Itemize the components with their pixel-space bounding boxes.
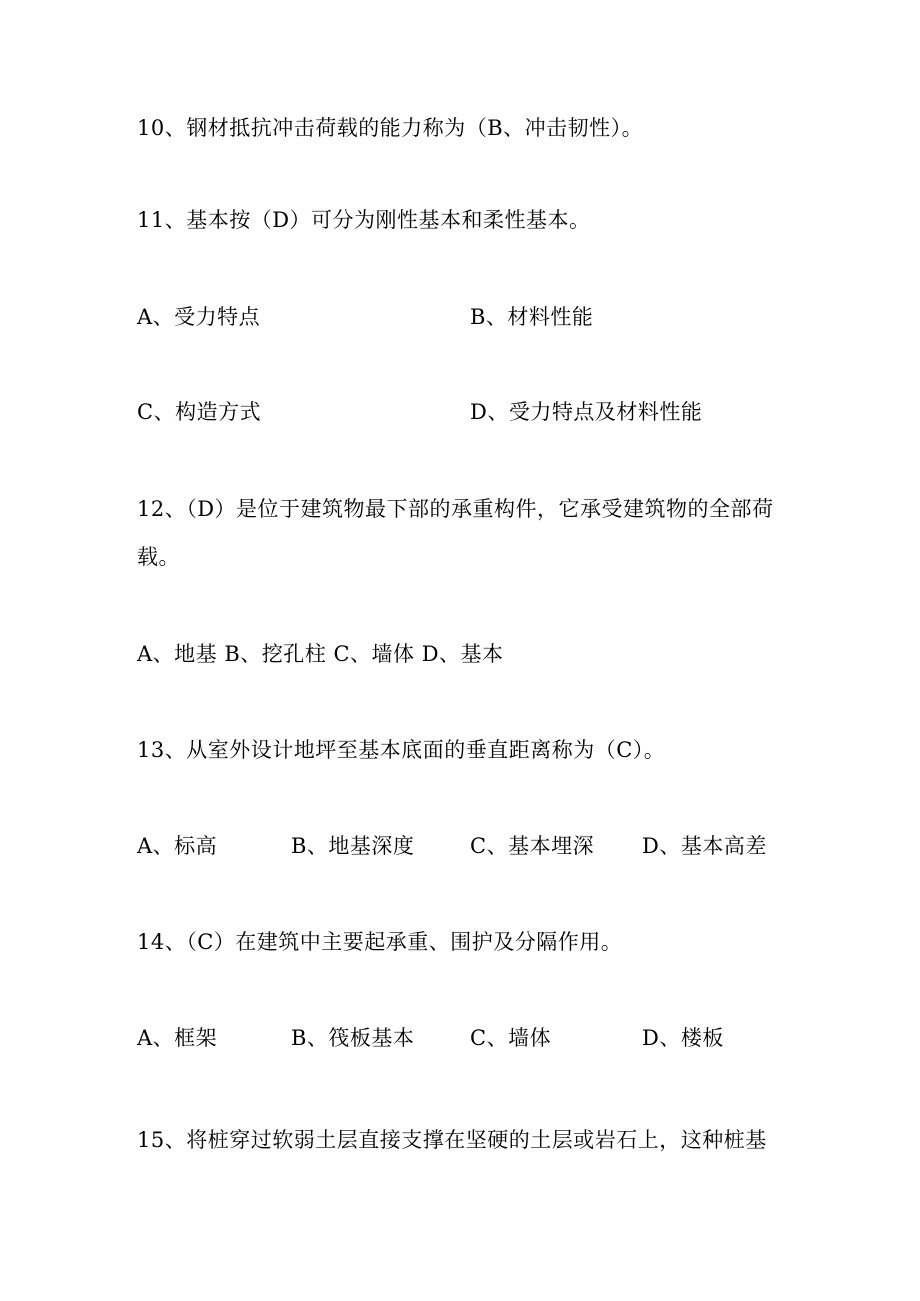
question-14-option-d: D、楼板 [642, 1026, 724, 1050]
question-13-option-c: C、基本埋深 [470, 834, 595, 858]
question-11-option-d: D、受力特点及材料性能 [470, 400, 703, 424]
question-14-option-a: A、框架 [137, 1026, 218, 1050]
question-12-line-2: 载。 [137, 545, 180, 569]
question-14-option-b: B、筏板基本 [291, 1026, 415, 1050]
question-11-option-b: B、材料性能 [470, 305, 594, 329]
question-11: 11、基本按（D）可分为刚性基本和柔性基本。 [137, 208, 591, 232]
question-14: 14、（C）在建筑中主要起承重、围护及分隔作用。 [137, 930, 623, 954]
question-13: 13、从室外设计地坪至基本底面的垂直距离称为（C）。 [137, 738, 666, 762]
question-12-options: A、地基 B、挖孔柱 C、墙体 D、基本 [137, 642, 504, 666]
question-11-option-a: A、受力特点 [137, 305, 261, 329]
question-10: 10、钢材抵抗冲击荷载的能力称为（B、冲击韧性）。 [137, 116, 644, 140]
question-13-option-a: A、标高 [137, 834, 218, 858]
question-13-option-b: B、地基深度 [291, 834, 415, 858]
question-15: 15、将桩穿过软弱土层直接支撑在坚硬的土层或岩石上，这种桩基 [137, 1128, 767, 1152]
question-13-option-d: D、基本高差 [642, 834, 767, 858]
question-12-line-1: 12、（D）是位于建筑物最下部的承重构件，它承受建筑物的全部荷 [137, 497, 774, 521]
question-14-option-c: C、墙体 [470, 1026, 552, 1050]
question-11-option-c: C、构造方式 [137, 400, 262, 424]
